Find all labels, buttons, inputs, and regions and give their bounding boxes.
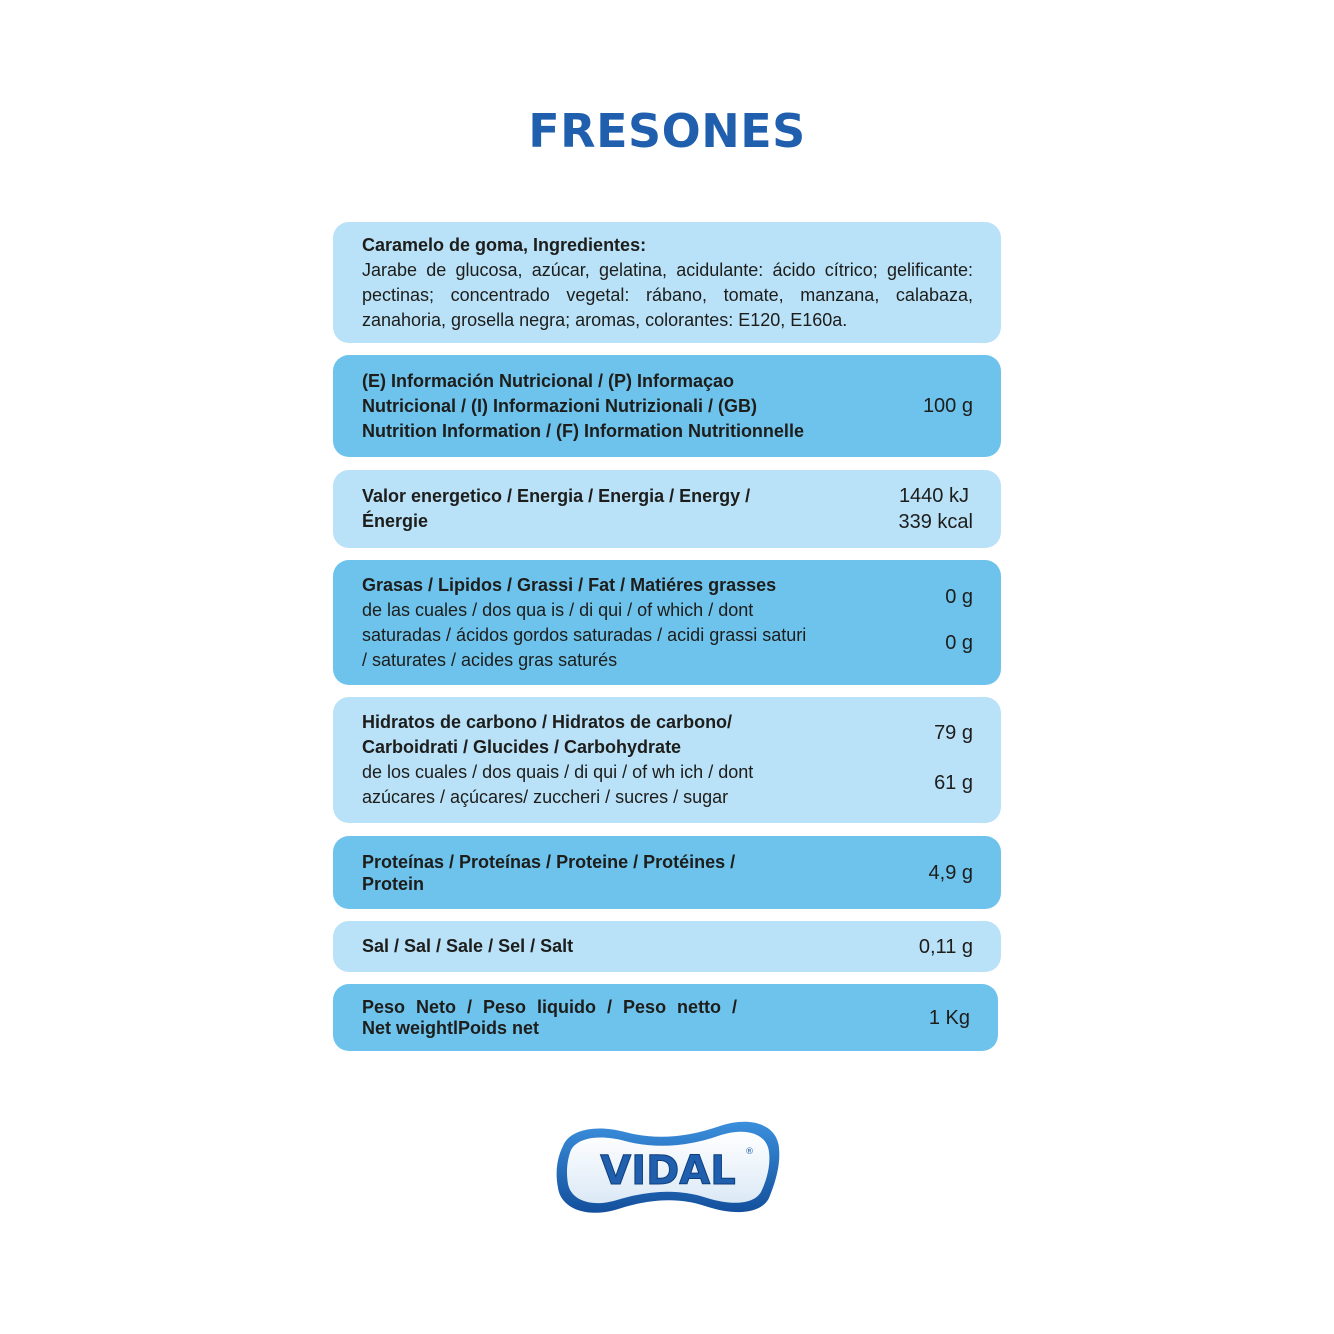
net-weight-label-line: Net weightlPoids net — [362, 1017, 540, 1038]
protein-label-line: Protein — [362, 873, 425, 894]
salt-panel — [333, 921, 1001, 972]
fat-label-line: saturadas / ácidos gordos saturadas / acidi grassi saturi — [362, 624, 807, 645]
energy-kcal-value: 339 kcal — [898, 511, 973, 533]
logo-registered-mark: ® — [745, 1147, 754, 1157]
protein-label — [362, 851, 735, 895]
fat-panel — [333, 560, 1001, 685]
protein-label-line: Proteínas / Proteínas / Proteine / Protéines / — [362, 851, 736, 872]
energy-panel — [333, 470, 1001, 548]
ingredients-heading: Caramelo de goma, Ingredientes: — [362, 234, 647, 255]
fat-label — [362, 573, 806, 673]
carbohydrate-label-line: azúcares / açúcares/ zuccheri / sucres / sugar — [362, 787, 729, 807]
carbohydrate-total-value: 79 g — [934, 722, 973, 744]
fat-label-line: / saturates / acides gras saturés — [362, 649, 618, 670]
net-weight-value: 1 Kg — [928, 1006, 970, 1029]
energy-label — [362, 484, 750, 534]
protein-panel — [333, 836, 1001, 909]
nutrition-header-panel — [333, 355, 1001, 457]
energy-kj-value: 1440 kJ — [898, 485, 969, 507]
nutrition-header-line: (E) Información Nutricional / (P) Informaçao — [362, 370, 735, 391]
salt-label: Sal / Sal / Sale / Sel / Salt — [362, 936, 574, 956]
fat-total-value: 0 g — [945, 585, 973, 608]
protein-value: 4,9 g — [928, 861, 973, 884]
carbohydrate-sugar-value: 61 g — [934, 772, 973, 794]
net-weight-label — [362, 997, 737, 1039]
net-weight-panel — [333, 984, 998, 1051]
carbohydrate-label-line: Carboidrati / Glucides / Carbohydrate — [362, 737, 682, 757]
net-weight-label-line: Peso Neto / Peso liquido / Peso netto / — [362, 996, 738, 1017]
carbohydrate-label-line: de los cuales / dos quais / di qui / of wh ich / dont — [362, 762, 754, 782]
carbohydrate-label-line: Hidratos de carbono / Hidratos de carbono/ — [362, 712, 733, 732]
energy-label-line: Valor energetico / Energia / Energia / Energy / — [362, 486, 751, 506]
carbohydrate-panel — [333, 697, 1001, 823]
logo-text: VIDAL — [600, 1148, 736, 1194]
fat-values — [945, 584, 973, 656]
vidal-logo — [555, 1118, 781, 1216]
energy-values — [899, 483, 974, 535]
fat-label-line: de las cuales / dos qua is / di qui / of which / dont — [362, 599, 754, 620]
nutrition-header-value: 100 g — [922, 395, 973, 417]
energy-label-line: Énergie — [362, 511, 429, 531]
fat-label-line: Grasas / Lipidos / Grassi / Fat / Matiéres grasses — [362, 574, 777, 595]
nutrition-header-label — [362, 369, 804, 444]
carbohydrate-label — [362, 710, 753, 810]
nutrition-header-line: Nutricional / (I) Informazioni Nutrizionali / (GB) — [362, 395, 757, 416]
salt-value: 0,11 g — [918, 935, 973, 958]
nutrition-header-line: Nutrition Information / (F) Information Nutritionnelle — [362, 420, 804, 441]
carbohydrate-values — [934, 720, 973, 796]
ingredients-list: Jarabe de glucosa, azúcar, gelatina, acidulante: ácido cítrico; gelificante: pectinas; concentrado vegetal: rábano, tomate, manzana, calabaza, zanahoria, grosella negra; aromas, colorantes: E120, E160a. — [362, 259, 973, 330]
ingredients-panel — [333, 222, 1001, 343]
ingredients-text — [362, 233, 973, 333]
fat-saturated-value: 0 g — [945, 631, 973, 654]
product-title: FRESONES — [528, 104, 806, 158]
